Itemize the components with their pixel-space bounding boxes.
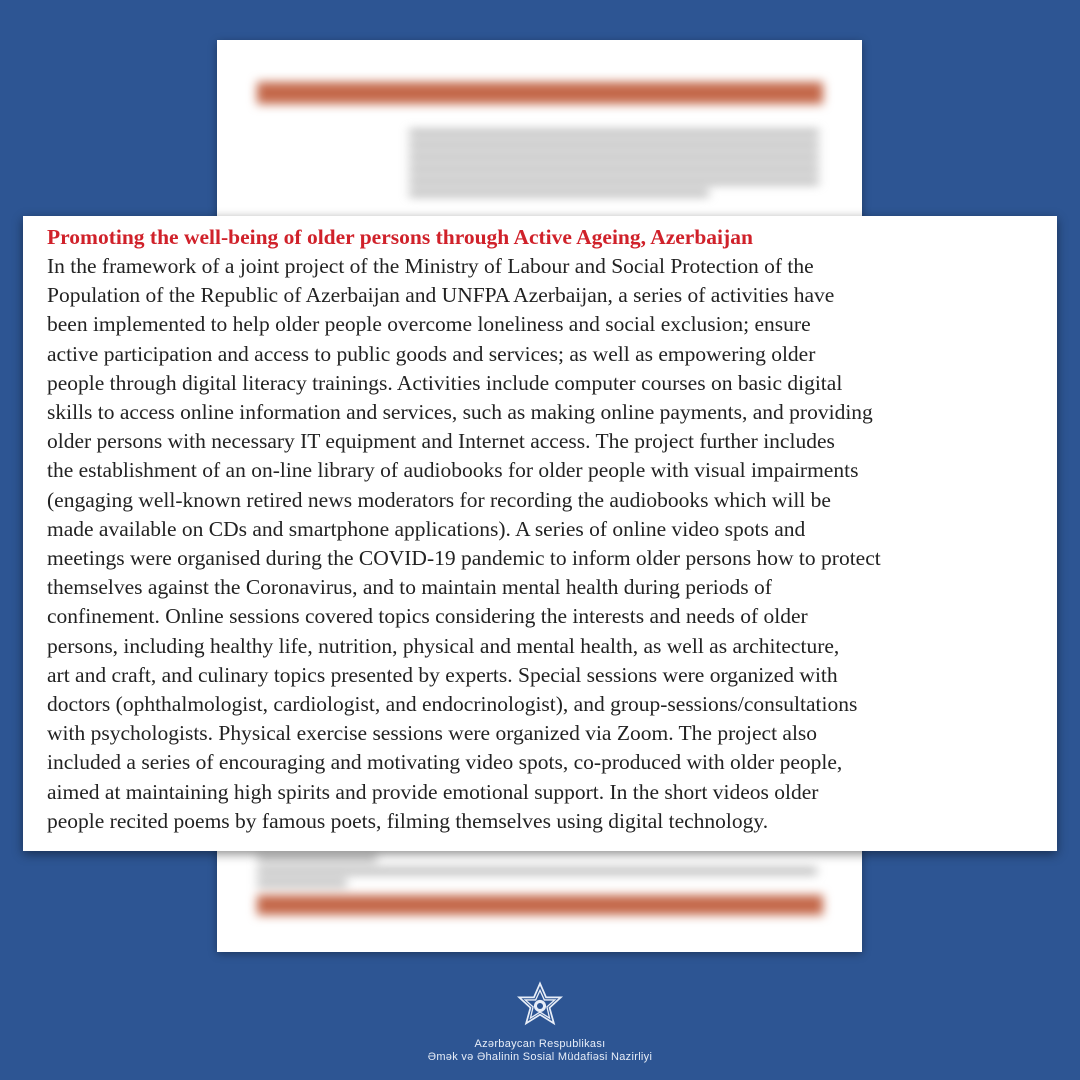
ministry-name-line2: Əmək və Əhalinin Sosial Müdafiəsi Nazirliyi: [427, 1051, 653, 1063]
blurred-text-line: [409, 166, 819, 172]
body-line: confinement. Online sessions covered topics considering the interests and needs of older: [47, 604, 808, 629]
blurred-text-line: [409, 142, 819, 148]
body-line: included a series of encouraging and motivating video spots, co-produced with older people,: [47, 750, 843, 775]
body-line: active participation and access to public goods and services; as well as empowering older: [47, 341, 816, 366]
ministry-footer: [0, 980, 1080, 1064]
card-body: [47, 252, 1045, 836]
blurred-text-line: [257, 880, 347, 886]
body-line: older persons with necessary IT equipment and Internet access. The project further includes: [47, 429, 835, 454]
body-line: persons, including healthy life, nutrition, physical and mental health, as well as architecture,: [47, 633, 840, 658]
body-line: In the framework of a joint project of the Ministry of Labour and Social Protection of the: [47, 254, 814, 278]
body-line: themselves against the Coronavirus, and to maintain mental health during periods of: [47, 575, 772, 600]
blurred-text-line: [409, 130, 819, 136]
body-line: been implemented to help older people overcome loneliness and social exclusion; ensure: [47, 312, 811, 337]
document-header-bar: [257, 82, 823, 104]
blurred-text-line: [409, 178, 819, 184]
ministry-name-line1: Azərbaycan Respublikası: [474, 1038, 606, 1050]
blurred-text-line: [257, 868, 817, 874]
body-line: doctors (ophthalmologist, cardiologist, and endocrinologist), and group-sessions/consultations: [47, 692, 858, 717]
document-footer-bar: [257, 895, 823, 915]
body-line: with psychologists. Physical exercise sessions were organized via Zoom. The project also: [47, 721, 818, 746]
body-line: Population of the Republic of Azerbaijan and UNFPA Azerbaijan, a series of activities have: [47, 283, 835, 308]
highlight-text-card: [23, 216, 1057, 851]
blurred-text-line: [409, 190, 709, 196]
body-line: (engaging well-known retired news moderators for recording the audiobooks which will be: [47, 487, 831, 512]
card-title: Promoting the well-being of older persons through Active Ageing, Azerbaijan: [47, 225, 753, 249]
blurred-text-line: [257, 855, 377, 861]
body-line: made available on CDs and smartphone applications). A series of online video spots and: [47, 516, 806, 541]
body-line: skills to access online information and services, such as making online payments, and providing: [47, 400, 873, 425]
blurred-text-line: [409, 154, 819, 160]
body-line: people recited poems by famous poets, filming themselves using digital technology.: [47, 808, 769, 833]
body-line: the establishment of an on-line library of audiobooks for older people with visual impairments: [47, 458, 859, 483]
body-line: aimed at maintaining high spirits and provide emotional support. In the short videos older: [47, 779, 819, 804]
ministry-star-emblem-icon: [514, 980, 566, 1032]
body-line: people through digital literacy trainings. Activities include computer courses on basic digital: [47, 370, 843, 395]
body-line: meetings were organised during the COVID-19 pandemic to inform older persons how to protect: [47, 546, 881, 571]
body-line: art and craft, and culinary topics presented by experts. Special sessions were organized with: [47, 662, 838, 687]
